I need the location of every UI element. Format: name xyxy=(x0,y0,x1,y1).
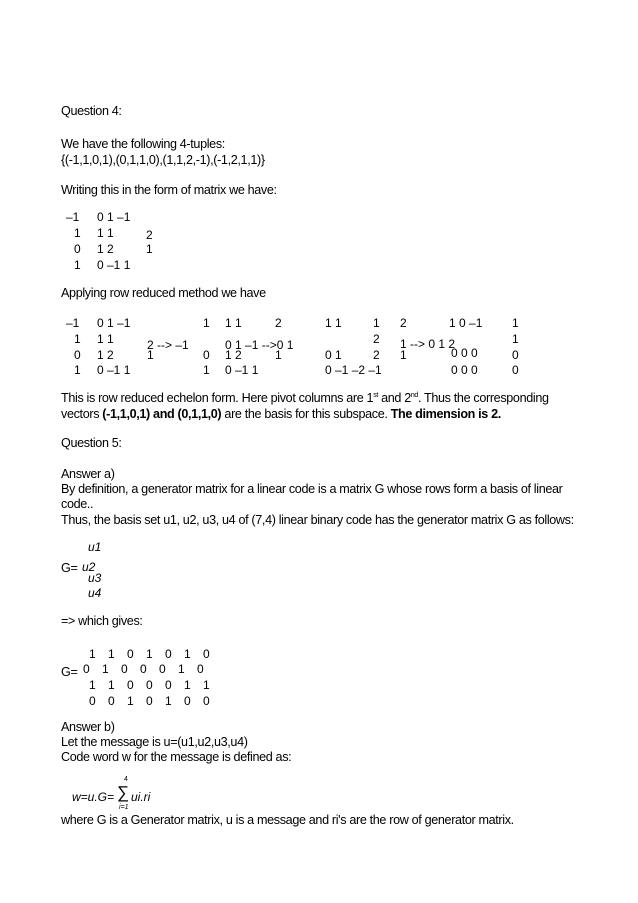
sum-lower-limit: i=1 xyxy=(119,804,129,811)
matrix-1-cell: 1 xyxy=(74,226,81,240)
g-row: u2 xyxy=(82,560,96,574)
reduction-cell: 0 xyxy=(203,348,210,362)
q5-answer-b: Answer b) xyxy=(61,720,115,734)
reduction-cell: 1 1 xyxy=(325,316,342,330)
matrix-1-cell: 1 xyxy=(146,242,153,256)
reduction-cell: 1 xyxy=(512,332,519,346)
g-row: u4 xyxy=(88,586,102,600)
reduction-cell: 0 xyxy=(74,348,81,362)
g-label: G= xyxy=(61,561,78,575)
q4-row-reduce-intro: Applying row reduced method we have xyxy=(61,286,266,300)
q5-codeword-def: Code word w for the message is defined as: xyxy=(61,750,292,764)
g-row: u3 xyxy=(88,571,102,585)
reduction-cell: 1 xyxy=(203,363,210,377)
reduction-cell: 1 2 xyxy=(97,348,114,362)
q5-answer-a: Answer a) xyxy=(61,467,115,481)
question-4-title: Question 4: xyxy=(61,104,122,118)
reduction-cell: 2 xyxy=(373,348,380,362)
reduction-cell: 1 --> 0 1 2 xyxy=(400,337,456,351)
reduction-cell: 1 xyxy=(512,316,519,330)
matrix-1-cell: 1 1 xyxy=(97,226,114,240)
reduction-cell: 1 xyxy=(74,332,81,346)
matrix-1-cell: 0 –1 1 xyxy=(97,258,131,272)
reduction-cell: 0 0 0 xyxy=(451,363,478,377)
q5-definition-1: By definition, a generator matrix for a linear code is a matrix G whose rows form a basis of linear xyxy=(61,482,563,496)
sum-upper-limit: 4 xyxy=(124,776,128,783)
reduction-cell: 2 xyxy=(275,316,282,330)
matrix-1-cell: 1 xyxy=(74,258,81,272)
reduction-cell: 1 xyxy=(400,348,407,362)
reduction-cell: 0 1 –1 xyxy=(97,316,131,330)
q5-definition-2: code.. xyxy=(61,497,94,511)
reduction-cell: 1 1 xyxy=(225,316,242,330)
reduction-cell: 1 xyxy=(74,363,81,377)
g2-label: G= xyxy=(61,665,78,679)
reduction-cell: 2 xyxy=(373,332,380,346)
question-5-title: Question 5: xyxy=(61,436,122,450)
reduction-cell: 0 –1 –2 –1 xyxy=(325,363,382,377)
q4-tuples: {(-1,1,0,1),(0,1,1,0),(1,1,2,-1),(-1,2,1,1)} xyxy=(61,153,265,167)
reduction-cell: 0 1 xyxy=(325,348,342,362)
reduction-cell: 1 xyxy=(147,348,154,362)
reduction-cell: 2 --> –1 xyxy=(147,338,189,352)
q5-gives: => which gives: xyxy=(61,614,143,628)
reduction-cell: 1 2 xyxy=(225,348,242,362)
q4-intro: We have the following 4-tuples: xyxy=(61,137,225,151)
q5-thus: Thus, the basis set u1, u2, u3, u4 of (7,4) linear binary code has the generator matrix G as follows: xyxy=(61,513,574,527)
reduction-cell: 0 0 0 xyxy=(451,346,478,360)
q4-matrix-intro: Writing this in the form of matrix we have: xyxy=(61,183,277,197)
g-binary-row: 0 0 1 0 1 0 0 xyxy=(89,694,210,708)
g-binary-row: 0 1 0 0 0 1 0 xyxy=(83,662,204,676)
sum-term: ui.ri xyxy=(131,790,151,804)
q5-where: where G is a Generator matrix, u is a message and ri's are the row of generator matrix. xyxy=(61,813,514,827)
matrix-1-cell: 0 xyxy=(74,242,81,256)
matrix-1-cell: 1 2 xyxy=(97,242,114,256)
reduction-cell: 0 –1 1 xyxy=(225,363,259,377)
reduction-cell: 0 1 –1 -->0 1 xyxy=(225,338,294,352)
matrix-1-cell: 2 xyxy=(146,228,153,242)
q5-message-def: Let the message is u=(u1,u2,u3,u4) xyxy=(61,735,248,749)
reduction-cell: 0 xyxy=(512,348,519,362)
g-binary-row: 1 1 0 0 0 1 1 xyxy=(89,678,210,692)
q4-basis-line: vectors (-1,1,0,1) and (0,1,1,0) are the basis for this subspace. The dimension is 2. xyxy=(61,407,501,421)
q4-echelon-line: This is row reduced echelon form. Here pivot columns are 1st and 2nd. Thus the corresponding xyxy=(61,391,549,405)
formula-lhs: w=u.G= xyxy=(72,790,115,804)
reduction-cell: 0 xyxy=(512,363,519,377)
reduction-cell: –1 xyxy=(66,316,80,330)
reduction-cell: 1 xyxy=(203,316,210,330)
sigma-symbol: ∑ xyxy=(117,783,130,802)
reduction-cell: 1 1 xyxy=(97,332,114,346)
reduction-cell: 2 xyxy=(400,316,407,330)
matrix-1-cell: –1 xyxy=(66,210,80,224)
g-row: u1 xyxy=(88,540,102,554)
reduction-cell: 1 0 –1 xyxy=(449,316,483,330)
reduction-cell: 0 –1 1 xyxy=(97,363,131,377)
matrix-1-cell: 0 1 –1 xyxy=(97,210,131,224)
reduction-cell: 1 xyxy=(373,316,380,330)
g-binary-row: 1 1 0 1 0 1 0 xyxy=(89,647,210,661)
dimension-statement: The dimension is 2. xyxy=(390,407,501,421)
reduction-cell: 1 xyxy=(275,348,282,362)
